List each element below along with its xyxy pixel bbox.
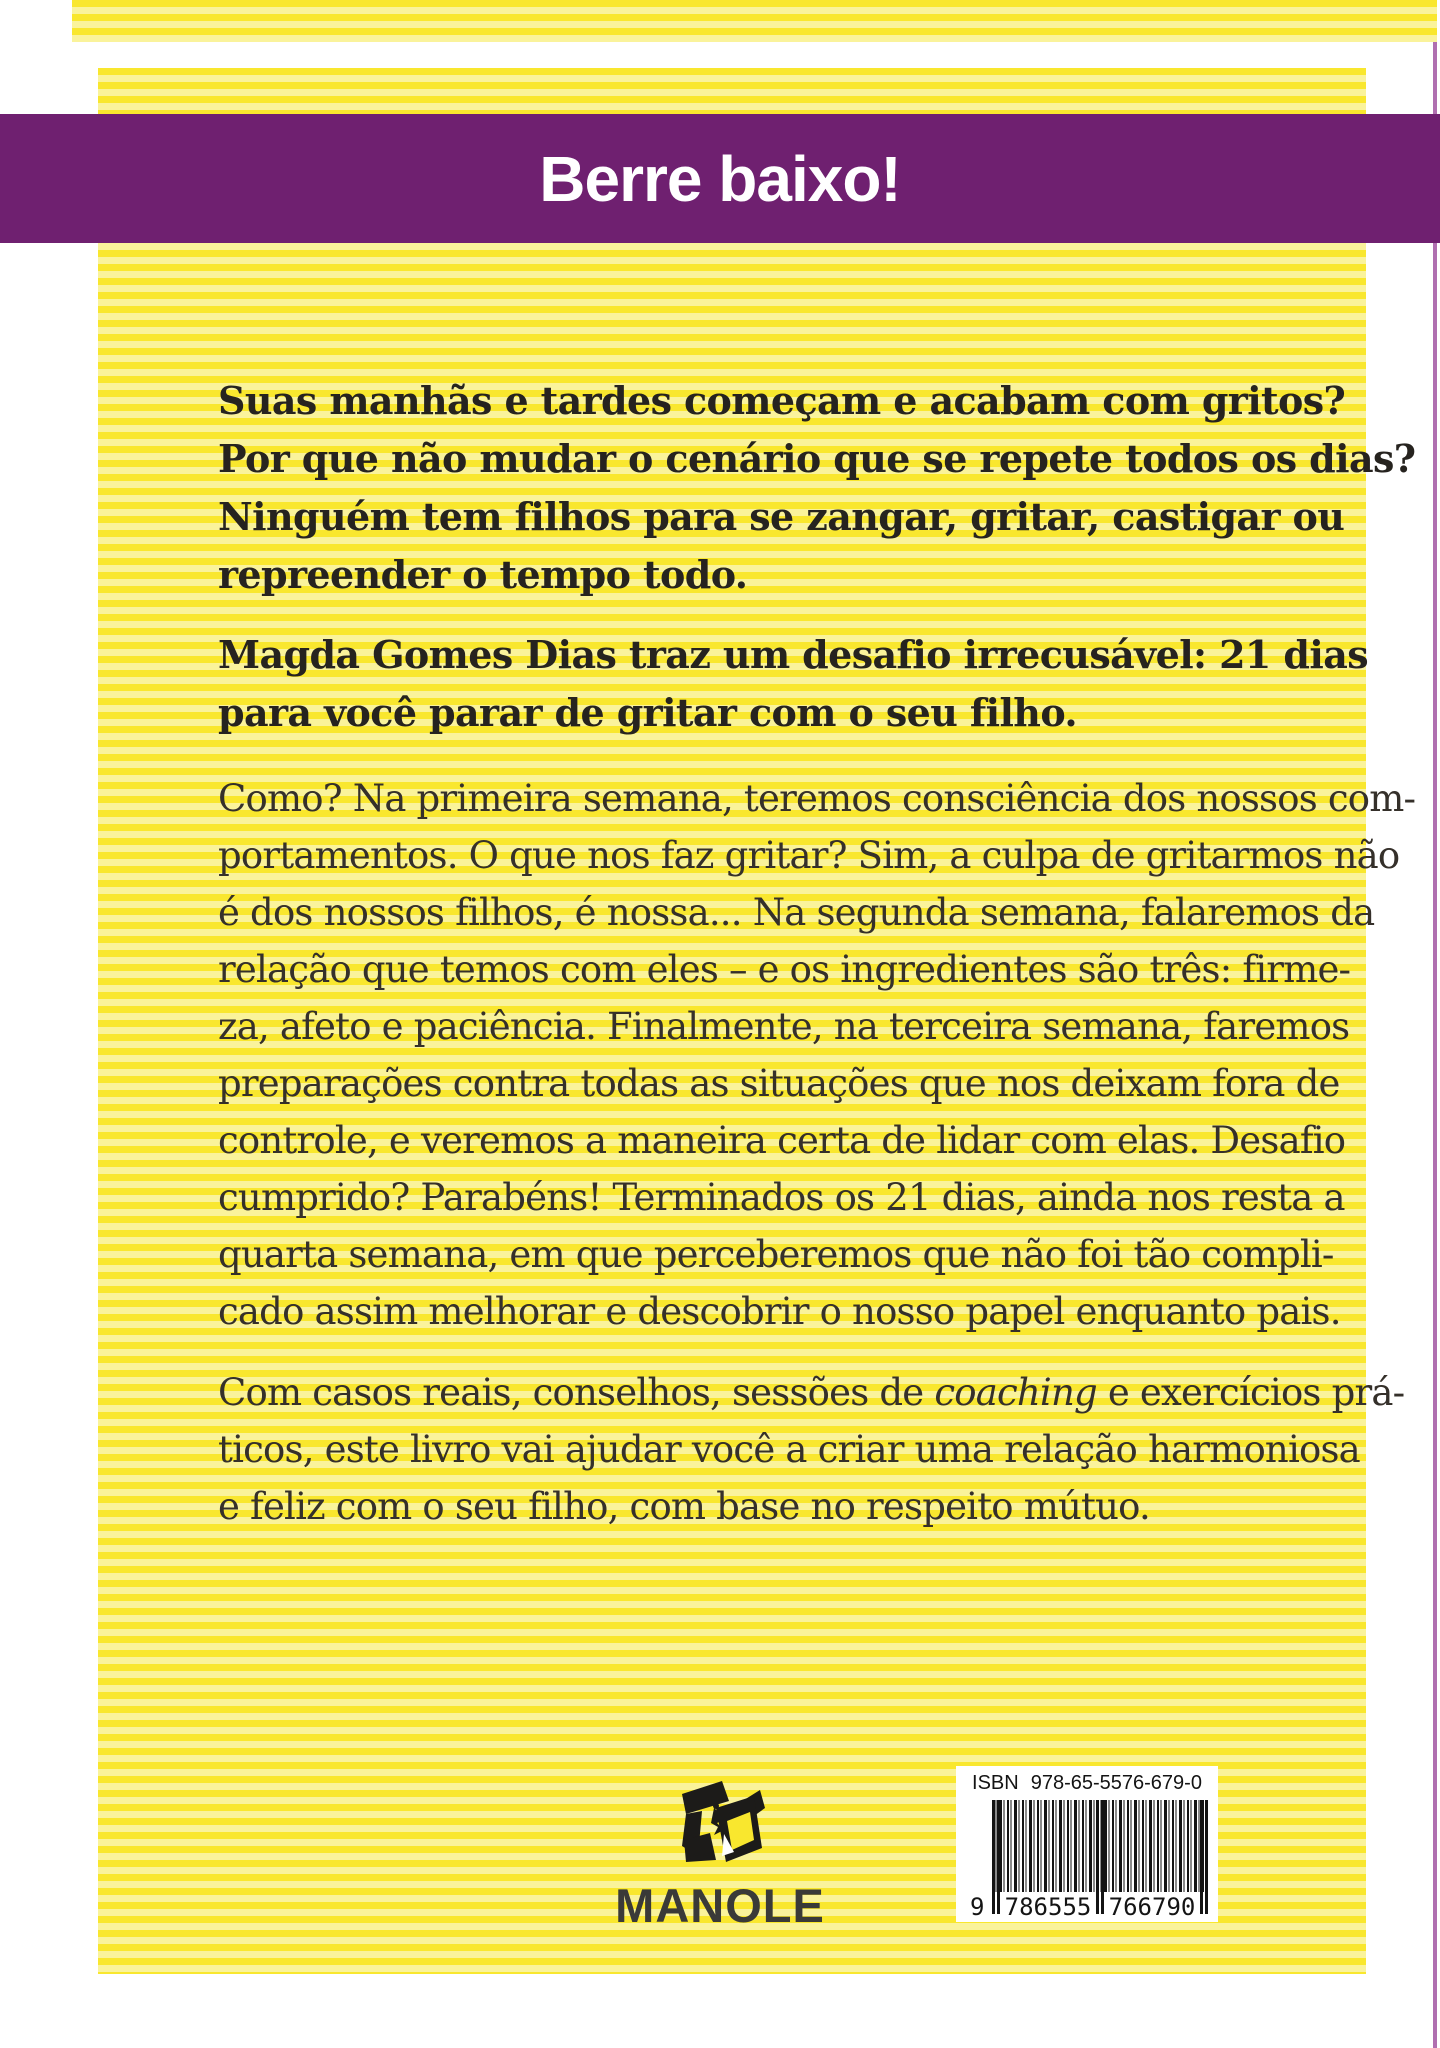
text-segment: e exercícios prá- (1096, 1371, 1405, 1414)
text-line: Como? Na primeira semana, teremos consciência dos nossos com- (218, 777, 1416, 820)
isbn-number: 978-65-5576-679-0 (1030, 1772, 1202, 1794)
text-line: cado assim melhorar e descobrir o nosso papel enquanto pais. (218, 1290, 1341, 1333)
text-line: Ninguém tem filhos para se zangar, gritar, castigar ou (218, 494, 1345, 539)
text-line: Suas manhãs e tardes começam e acabam com gritos? (218, 378, 1346, 423)
page-edge-line (1433, 0, 1437, 2048)
barcode-guard-bar (1096, 1800, 1099, 1914)
top-yellow-strip (72, 0, 1437, 42)
blurb-text-column (218, 372, 1416, 1535)
isbn-label: ISBN (972, 1772, 1019, 1794)
title-banner (0, 114, 1440, 243)
publisher-block (598, 1778, 842, 1933)
text-line (218, 1364, 1405, 1421)
text-line: para você parar de gritar com o seu filho. (218, 690, 1078, 735)
barcode-guard-bar (992, 1800, 995, 1914)
barcode-guard-bar (1205, 1800, 1208, 1914)
barcode-bars (992, 1800, 1206, 1892)
text-line: Magda Gomes Dias traz um desafio irrecusável: 21 dias (218, 632, 1369, 677)
text-line: quarta semana, em que perceberemos que não foi tão compli- (218, 1233, 1334, 1276)
barcode-digit: 9 (970, 1893, 985, 1921)
isbn-text (956, 1772, 1218, 1795)
text-line: cumprido? Parabéns! Terminados os 21 dias, ainda nos resta a (218, 1176, 1345, 1219)
barcode-digits-group: 786555 (1002, 1894, 1094, 1920)
barcode-guard-bar (1200, 1800, 1203, 1914)
barcode-guard-bar (997, 1800, 1000, 1914)
italic-word: coaching (934, 1371, 1097, 1414)
publisher-name: MANOLE (615, 1879, 825, 1932)
body-paragraph-1 (218, 770, 1416, 1340)
text-line: e feliz com o seu filho, com base no respeito mútuo. (218, 1485, 1150, 1528)
book-title: Berre baixo! (539, 142, 901, 215)
barcode-guard-bar (1101, 1800, 1104, 1914)
text-line: preparações contra todas as situações que nos deixam fora de (218, 1062, 1340, 1105)
intro-paragraph-1 (218, 372, 1416, 604)
text-segment: Com casos reais, conselhos, sessões de (218, 1371, 935, 1414)
text-line: ticos, este livro vai ajudar você a criar uma relação harmoniosa (218, 1428, 1360, 1471)
text-line: relação que temos com eles – e os ingredientes são três: firme- (218, 948, 1351, 991)
text-line: controle, e veremos a maneira certa de lidar com elas. Desafio (218, 1119, 1346, 1162)
isbn-barcode (956, 1766, 1218, 1922)
text-line: é dos nossos filhos, é nossa... Na segunda semana, falaremos da (218, 891, 1375, 934)
barcode-digits-group: 766790 (1106, 1894, 1198, 1920)
intro-paragraph-2 (218, 626, 1369, 742)
manole-logo-icon (674, 1778, 766, 1864)
text-line: za, afeto e paciência. Finalmente, na terceira semana, faremos (218, 1005, 1350, 1048)
text-line: repreender o tempo todo. (218, 552, 748, 597)
text-line: Por que não mudar o cenário que se repete todos os dias? (218, 436, 1416, 481)
text-line: portamentos. O que nos faz gritar? Sim, a culpa de gritarmos não (218, 834, 1400, 877)
body-paragraph-2 (218, 1364, 1405, 1535)
